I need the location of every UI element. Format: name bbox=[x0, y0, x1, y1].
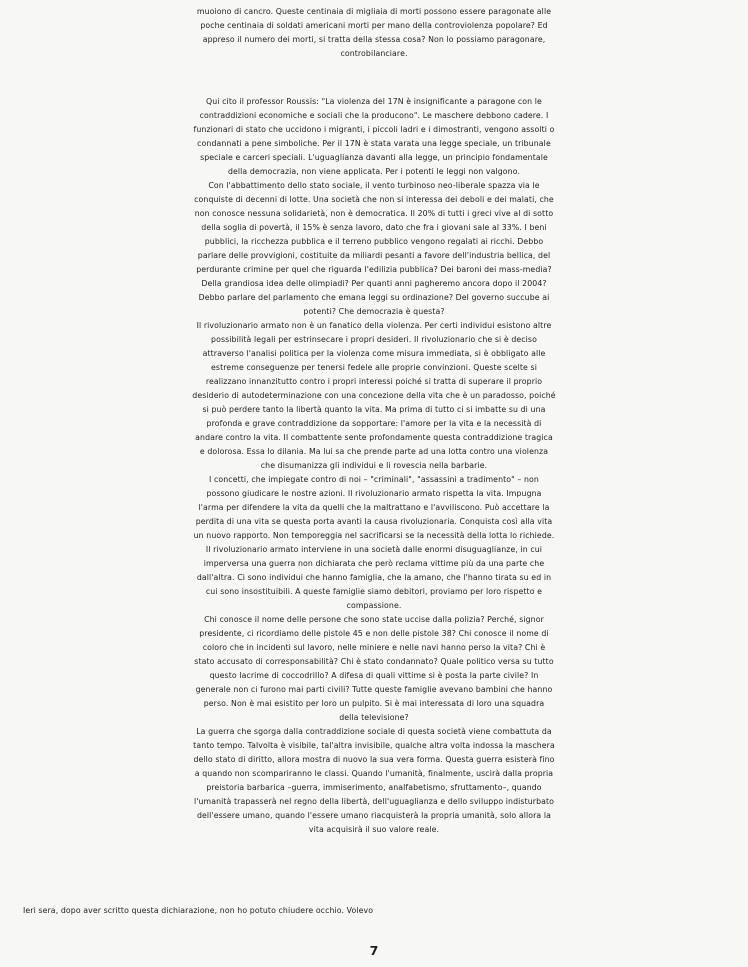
text-line: perdita di una vita se questa porta avanti la causa rivoluzionaria. Conquista così alla vita bbox=[195, 517, 553, 526]
text-line: non conosce nessuna solidarietà, non è democratica. Il 20% di tutti i greci vive al di sotto bbox=[194, 209, 554, 218]
text-line: dell'essere umano, quando l'essere umano riacquisterà la propria umanità, solo allora la bbox=[196, 811, 552, 820]
text-line: condannati a pene simboliche. Per il 17N è stata varata una legge speciale, un tribunale bbox=[197, 139, 551, 148]
text-line: Ieri sera, dopo aver scritto questa dichiarazione, non ho potuto chiudere occhio. Volevo bbox=[23, 906, 374, 915]
text-line: muoiono di cancro. Queste centinaia di migliaia di morti possono essere paragonate alle bbox=[196, 7, 552, 16]
text-line: si può perdere tanto la libertà quanto la vita. Ma prima di tutto ci si imbatte su di una bbox=[202, 405, 546, 414]
text-line: parlare delle provvigioni, costituite da miliardi pesanti a favore dell'industria bellica, del bbox=[197, 251, 551, 260]
text-line: imperversa una guerra non dichiarata che però reclama vittime più da una parte che bbox=[203, 559, 545, 568]
text-line: che disumanizza gli individui e li rovescia nella barbarie. bbox=[260, 461, 488, 470]
text-line: a quando non scompariranno le classi. Quando l'umanità, finalmente, uscirà dalla propria bbox=[194, 769, 554, 778]
text-line: estreme conseguenze per tenersi fedele alle proprie convinzioni. Queste scelte si bbox=[211, 363, 537, 372]
text-line: stato accusato di corresponsabilità? Chi è stato condannato? Quale politico versa su tutto bbox=[194, 657, 554, 666]
text-line: della soglia di povertà, il 15% è senza lavoro, dato che fra i giovani sale al 33%. I beni bbox=[201, 223, 547, 232]
text-line: contraddizioni economiche e sociali che la producono". Le maschere debbono cadere. I bbox=[199, 111, 549, 120]
text-line: possono giudicare le nostre azioni. Il rivoluzionario armato rispetta la vita. Impugna bbox=[206, 489, 542, 498]
text-line: potenti? Che democrazia è questa? bbox=[303, 307, 445, 316]
text-line: controbilanciare. bbox=[340, 49, 408, 58]
text-line: I concetti, che impiegate contro di noi – "criminali", "assassini a tradimento" – non bbox=[209, 475, 539, 484]
text-line: Debbo parlare del parlamento che emana leggi su ordinazione? Del governo succube ai bbox=[198, 293, 550, 302]
text-line: l'arma per difendere la vita da quelli che la maltrattano e l'avviliscono. Può accettare la bbox=[198, 503, 550, 512]
text-line: presidente, ci ricordiamo delle pistole 45 e non delle pistole 38? Chi conosce il nome di bbox=[199, 629, 549, 638]
text-line: generale non ci furono mai parti civili? Tutte queste famiglie avevano bambini che hanno bbox=[195, 685, 553, 694]
text-line: Il rivoluzionario armato interviene in una società dalle enormi disuguaglianze, in cui bbox=[205, 545, 543, 554]
text-line: della televisione? bbox=[339, 713, 409, 722]
text-line: coloro che in incidenti sul lavoro, nelle miniere e nelle navi hanno perso la vita? Chi è bbox=[202, 643, 546, 652]
text-line: e dolorosa. Essa lo dilania. Ma lui sa che prende parte ad una lotta contro una violenza bbox=[199, 447, 549, 456]
text-line: perso. Non è mai esistito per loro un pulpito. Si è mai interessata di loro una squadra bbox=[203, 699, 545, 708]
text-line: vita acquisirà il suo valore reale. bbox=[308, 825, 440, 834]
text-line: poche centinaia di soldati americani morti per mano della controviolenza popolare? Ed bbox=[200, 21, 548, 30]
text-line: pubblici, la ricchezza pubblica e il terreno pubblico vengono regalati ai ricchi. Debbo bbox=[204, 237, 544, 246]
text-line: desiderio di autodeterminazione con una concezione della vita che è un paradosso, poiché bbox=[192, 391, 556, 400]
text-line: dello stato di diritto, allora mostra di nuovo la sua vera forma. Questa guerra esisterà fino bbox=[193, 755, 555, 764]
text-line: cui sono insostituibili. A queste famiglie siamo debitori, proviamo per loro rispetto e bbox=[205, 587, 543, 596]
text-line: Della grandiosa idea delle olimpiadi? Per quanti anni pagheremo ancora dopo il 2004? bbox=[201, 279, 547, 288]
text-line: La guerra che sgorga dalla contraddizione sociale di questa società viene combattuta da bbox=[196, 727, 552, 736]
text-line: preistoria barbarica –guerra, immiserimento, analfabetismo, sfruttamento–, quando bbox=[206, 783, 542, 792]
text-line: Con l'abbattimento dello stato sociale, il vento turbinoso neo-liberale spazza via le bbox=[208, 181, 540, 190]
text-line: realizzano innanzitutto contro i propri interessi poiché si tratta di superare il proprio bbox=[205, 377, 543, 386]
page-number: 7 bbox=[369, 943, 379, 958]
text-line: un nuovo rapporto. Non temporeggia nel sacrificarsi se la necessità della lotta lo richiede. bbox=[193, 531, 555, 540]
text-line: speciale e carceri speciali. L'uguaglianza davanti alla legge, un principio fondamentale bbox=[200, 153, 548, 162]
text-line: appreso il numero dei morti, si tratta della stessa cosa? Non lo possiamo paragonare, bbox=[202, 35, 546, 44]
text-line: andare contro la vita. Il combattente sente profondamente questa contraddizione tragica bbox=[195, 433, 553, 442]
text-line: l'umanità trapasserà nel regno della libertà, dell'uguaglianza e dello sviluppo indisturbato bbox=[193, 797, 555, 806]
text-line: dall'altra. Ci sono individui che hanno famiglia, che la amano, che l'hanno tirata su ed in bbox=[196, 573, 552, 582]
text-line: possibilità legali per estrinsecare i propri desideri. Il rivoluzionario che si è deciso bbox=[211, 335, 537, 344]
text-line: Chi conosce il nome delle persone che sono state uccise dalla polizia? Perché, signor bbox=[204, 615, 544, 624]
text-line: attraverso l'analisi politica per la violenza come misura immediata, si è obbligato alle bbox=[202, 349, 546, 358]
text-line: compassione. bbox=[346, 601, 402, 610]
text-line: questo lacrime di coccodrillo? A difesa di quali vittime si è posta la parte civile? In bbox=[209, 671, 539, 680]
text-line: conquiste di decenni di lotte. Una società che non si interessa dei deboli e dei malati, che bbox=[194, 195, 554, 204]
text-line: tanto tempo. Talvolta è visibile, tal'altra invisibile, qualche altra volta indossa la maschera bbox=[193, 741, 555, 750]
text-line: della democrazia, non viene applicata. Per i potenti le leggi non valgono. bbox=[227, 167, 521, 176]
text-line: funzionari di stato che uccidono i migranti, i piccoli ladri e i dimostranti, vengono assolti o bbox=[193, 125, 555, 134]
text-line: Qui cito il professor Roussis: "La violenza del 17N è insignificante a paragone con le bbox=[206, 97, 542, 106]
text-line: perdurante crimine per quel che riguarda l'edilizia pubblica? Dei baroni dei mass-media? bbox=[196, 265, 552, 274]
text-line: Il rivoluzionario armato non è un fanatico della violenza. Per certi individui esistono altre bbox=[196, 321, 552, 330]
text-line: profonda e grave contraddizione da sopportare: l'amore per la vita e la necessità di bbox=[206, 419, 542, 428]
